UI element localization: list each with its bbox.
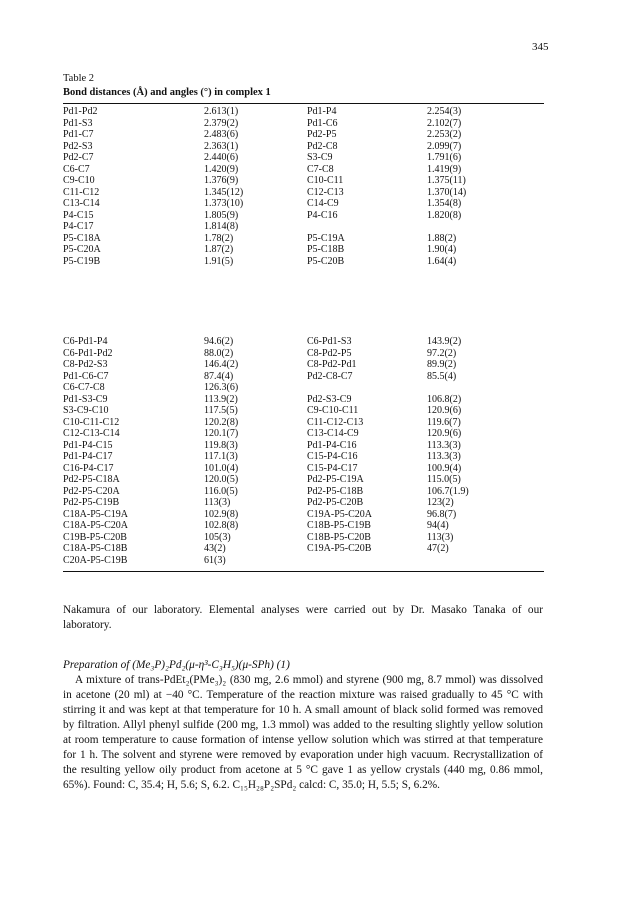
table-row xyxy=(63,129,544,141)
bond-label: P4-C15 xyxy=(63,209,94,221)
bond-label: Pd1-P4 xyxy=(307,106,337,117)
bond-label: C6-C7 xyxy=(63,163,90,175)
bond-value: 106.7(1.9) xyxy=(427,485,469,497)
bond-value: 120.9(6) xyxy=(427,405,462,416)
table-row xyxy=(63,451,544,463)
bond-value: 113(3) xyxy=(427,531,454,543)
bond-label: P5-C19B xyxy=(63,255,101,267)
table-row xyxy=(63,175,544,187)
bond-label: C10-C11 xyxy=(307,175,344,186)
bond-value: 1.370(14) xyxy=(427,186,467,198)
bond-value: 2.440(6) xyxy=(204,152,239,163)
bond-value: 87.4(4) xyxy=(204,370,234,382)
bond-label: C7-C8 xyxy=(307,163,334,175)
table-row xyxy=(63,221,544,233)
bond-label: C16-P4-C17 xyxy=(63,462,114,474)
bond-value: 113.3(3) xyxy=(427,439,461,451)
table-description: Bond distances (Å) and angles (°) in complex 1 xyxy=(63,87,271,98)
table-row xyxy=(63,336,544,348)
bond-value: 116.0(5) xyxy=(204,485,238,497)
bond-value: 47(2) xyxy=(427,543,449,554)
bond-value: 94.6(2) xyxy=(204,336,234,347)
bond-value: 101.0(4) xyxy=(204,462,239,474)
bond-label: C8-Pd2-P5 xyxy=(307,347,352,359)
bond-value: 1.78(2) xyxy=(204,232,234,244)
bond-label: Pd2-C8-C7 xyxy=(307,370,353,382)
bond-label: C10-C11-C12 xyxy=(63,416,120,428)
bond-value: 117.1(3) xyxy=(204,451,238,462)
bond-label: C19A-P5-C20B xyxy=(307,543,372,554)
table-row xyxy=(63,233,544,245)
bond-value: 1.791(6) xyxy=(427,152,462,163)
bond-distances-table xyxy=(63,106,544,267)
bond-value: 113(3) xyxy=(204,497,231,508)
bond-value: 1.87(2) xyxy=(204,244,234,255)
bond-label: Pd1-Pd2 xyxy=(63,106,98,117)
bond-value: 106.8(2) xyxy=(427,393,462,405)
bond-label: Pd2-C8 xyxy=(307,140,338,152)
table-row xyxy=(63,440,544,452)
bond-label: C13-C14 xyxy=(63,198,100,209)
table-row xyxy=(63,210,544,222)
table-row xyxy=(63,164,544,176)
table-row xyxy=(63,106,544,118)
page-number: 345 xyxy=(532,41,549,53)
bond-label: Pd2-P5-C19B xyxy=(63,497,120,508)
bond-label: C9-C10-C11 xyxy=(307,405,359,416)
bond-label: Pd1-S3-C9 xyxy=(63,393,108,405)
table-row xyxy=(63,244,544,256)
bond-label: C6-Pd1-Pd2 xyxy=(63,347,113,359)
bond-label: C19B-P5-C20B xyxy=(63,531,127,543)
bond-label: C18B-P5-C20B xyxy=(307,531,371,543)
bond-label: C12-C13 xyxy=(307,186,344,198)
table-bottom-rule xyxy=(63,571,544,572)
bond-value: 102.8(8) xyxy=(204,520,239,531)
bond-label: C11-C12 xyxy=(63,186,100,198)
table-row xyxy=(63,141,544,153)
bond-label: Pd1-C6-C7 xyxy=(63,370,109,382)
bond-value: 113.9(2) xyxy=(204,393,238,405)
bond-label: C18A-P5-C19A xyxy=(63,508,129,520)
bond-label: P5-C18B xyxy=(307,244,345,255)
bond-label: C9-C10 xyxy=(63,175,95,186)
bond-value: 2.254(3) xyxy=(427,106,462,117)
bond-angles-table xyxy=(63,336,544,566)
bond-value: 120.1(7) xyxy=(204,428,239,439)
bond-value: 143.9(2) xyxy=(427,336,462,347)
bond-value: 97.2(2) xyxy=(427,347,457,359)
table-row xyxy=(63,497,544,509)
table-row xyxy=(63,543,544,555)
bond-label: P5-C19A xyxy=(307,232,345,244)
table-row xyxy=(63,520,544,532)
bond-value: 2.379(2) xyxy=(204,117,239,129)
table-caption xyxy=(63,72,543,100)
bond-label: C20A-P5-C19B xyxy=(63,554,128,566)
bond-value: 105(3) xyxy=(204,531,231,543)
bond-value: 96.8(7) xyxy=(427,508,457,520)
bond-label: Pd2-P5-C20A xyxy=(63,485,120,497)
bond-value: 1.376(9) xyxy=(204,175,239,186)
bond-label: C19A-P5-C20A xyxy=(307,508,373,520)
table-row xyxy=(63,371,544,383)
bond-value: 123(2) xyxy=(427,497,454,508)
table-row xyxy=(63,118,544,130)
bond-value: 120.0(5) xyxy=(204,474,239,485)
bond-value: 1.820(8) xyxy=(427,209,462,221)
bond-value: 1.805(9) xyxy=(204,209,239,221)
bond-value: 85.5(4) xyxy=(427,370,457,382)
bond-label: S3-C9 xyxy=(307,152,333,163)
bond-label: C13-C14-C9 xyxy=(307,428,359,439)
bond-label: C15-P4-C16 xyxy=(307,451,358,462)
table-top-rule xyxy=(63,103,544,104)
table-row xyxy=(63,382,544,394)
bond-label: Pd2-S3-C9 xyxy=(307,393,352,405)
bond-value: 100.9(4) xyxy=(427,462,462,474)
table-row xyxy=(63,187,544,199)
table-title: Table 2 xyxy=(63,73,95,84)
bond-label: S3-C9-C10 xyxy=(63,405,109,416)
bond-value: 2.483(6) xyxy=(204,129,239,140)
bond-label: C6-Pd1-S3 xyxy=(307,336,352,347)
table-row xyxy=(63,474,544,486)
bond-value: 1.420(9) xyxy=(204,163,239,175)
bond-label: Pd2-P5-C18A xyxy=(63,474,120,485)
table-row xyxy=(63,359,544,371)
bond-value: 120.2(8) xyxy=(204,416,239,428)
table-row xyxy=(63,555,544,567)
bond-label: C11-C12-C13 xyxy=(307,416,364,428)
table-row xyxy=(63,532,544,544)
bond-label: P5-C20A xyxy=(63,244,101,255)
table-row xyxy=(63,152,544,164)
bond-value: 119.6(7) xyxy=(427,416,461,428)
preparation-paragraph: A mixture of trans-PdEt₂(PMe₃)₂ (830 mg, 2.6 mmol) and styrene (900 mg, 8.7 mmol) was dissolved in acetone (20 ml) at −40 °C. Temperature of the reaction mixture was raised gradually to 45 °C with stirring it and was kept at that temperature for 10 h. A small amount of black solid formed was removed by filtration. Allyl phenyl sulfide (200 mg, 1.3 mmol) was added to the resulting slightly yellow solution at room temperature to cause formation of intense yellow solution which was stirred at that temperature for 1 h. The solvent and styrene were removed by evaporation under high vacuum. Recrystallization of the resulting yellow oily product from acetone at 5 °C gave 1 as yellow crystals (440 mg, 0.86 mmol, 65%). Found: C, 35.4; H, 5.6; S, 6.2. C₁₅H₂₈P₂SPd₂ calcd: C, 35.0; H, 5.5; S, 6.2%. xyxy=(63,674,543,791)
bond-value: 43(2) xyxy=(204,543,226,554)
bond-value: 1.375(11) xyxy=(427,175,466,186)
bond-value: 1.91(5) xyxy=(204,255,234,267)
table-row xyxy=(63,394,544,406)
table-row xyxy=(63,256,544,268)
bond-value: 2.613(1) xyxy=(204,106,239,117)
bond-value: 61(3) xyxy=(204,554,226,566)
bond-label: Pd2-C7 xyxy=(63,152,94,163)
bond-value: 88.0(2) xyxy=(204,347,234,359)
table-row xyxy=(63,428,544,440)
bond-value: 1.419(9) xyxy=(427,163,462,175)
section-heading: Preparation of (Me₃P)₂Pd₂(μ-η³-C₃H₅)(μ-SPh) (1) xyxy=(63,659,290,671)
table-row xyxy=(63,348,544,360)
bond-value: 94(4) xyxy=(427,520,449,531)
table-row xyxy=(63,463,544,475)
table-row xyxy=(63,417,544,429)
bond-label: Pd1-C7 xyxy=(63,129,94,140)
bond-label: C18A-P5-C18B xyxy=(63,543,128,554)
bond-value: 1.90(4) xyxy=(427,244,457,255)
table-row xyxy=(63,405,544,417)
bond-label: C18B-P5-C19B xyxy=(307,520,371,531)
bond-label: Pd1-P4-C17 xyxy=(63,451,113,462)
bond-label: Pd1-C6 xyxy=(307,117,338,129)
bond-label: P5-C18A xyxy=(63,232,101,244)
bond-value: 1.354(8) xyxy=(427,198,462,209)
bond-value: 119.8(3) xyxy=(204,439,238,451)
bond-value: 113.3(3) xyxy=(427,451,461,462)
bond-value: 146.4(2) xyxy=(204,359,239,370)
intro-paragraph: Nakamura of our laboratory. Elemental analyses were carried out by Dr. Masako Tanaka of our laboratory. xyxy=(63,604,543,631)
bond-label: C6-C7-C8 xyxy=(63,382,105,393)
bond-value: 1.814(8) xyxy=(204,221,239,232)
bond-label: P4-C16 xyxy=(307,209,338,221)
bond-value: 1.88(2) xyxy=(427,232,457,244)
bond-value: 2.363(1) xyxy=(204,140,239,152)
bond-label: C8-Pd2-Pd1 xyxy=(307,359,357,370)
bond-label: Pd2-S3 xyxy=(63,140,93,152)
bond-label: P5-C20B xyxy=(307,255,345,267)
bond-label: C12-C13-C14 xyxy=(63,428,120,439)
bond-label: Pd2-P5 xyxy=(307,129,337,140)
bond-value: 1.64(4) xyxy=(427,255,457,267)
bond-label: Pd2-P5-C18B xyxy=(307,485,364,497)
bond-value: 2.253(2) xyxy=(427,129,462,140)
bond-value: 126.3(6) xyxy=(204,382,239,393)
bond-label: C6-Pd1-P4 xyxy=(63,336,108,347)
bond-value: 1.373(10) xyxy=(204,198,244,209)
table-row xyxy=(63,198,544,210)
bond-label: Pd1-P4-C15 xyxy=(63,439,113,451)
bond-value: 2.099(7) xyxy=(427,140,462,152)
bond-label: Pd1-P4-C16 xyxy=(307,439,357,451)
bond-label: C15-P4-C17 xyxy=(307,462,358,474)
bond-label: C8-Pd2-S3 xyxy=(63,359,108,370)
bond-label: Pd1-S3 xyxy=(63,117,93,129)
table-row xyxy=(63,509,544,521)
bond-value: 120.9(6) xyxy=(427,428,462,439)
table-row xyxy=(63,486,544,498)
bond-value: 102.9(8) xyxy=(204,508,239,520)
bond-label: C18A-P5-C20A xyxy=(63,520,129,531)
bond-value: 89.9(2) xyxy=(427,359,457,370)
bond-label: P4-C17 xyxy=(63,221,94,232)
bond-label: C14-C9 xyxy=(307,198,339,209)
bond-label: Pd2-P5-C20B xyxy=(307,497,364,508)
bond-value: 117.5(5) xyxy=(204,405,238,416)
bond-value: 115.0(5) xyxy=(427,474,461,485)
bond-label: Pd2-P5-C19A xyxy=(307,474,364,485)
bond-value: 1.345(12) xyxy=(204,186,244,198)
bond-value: 2.102(7) xyxy=(427,117,462,129)
